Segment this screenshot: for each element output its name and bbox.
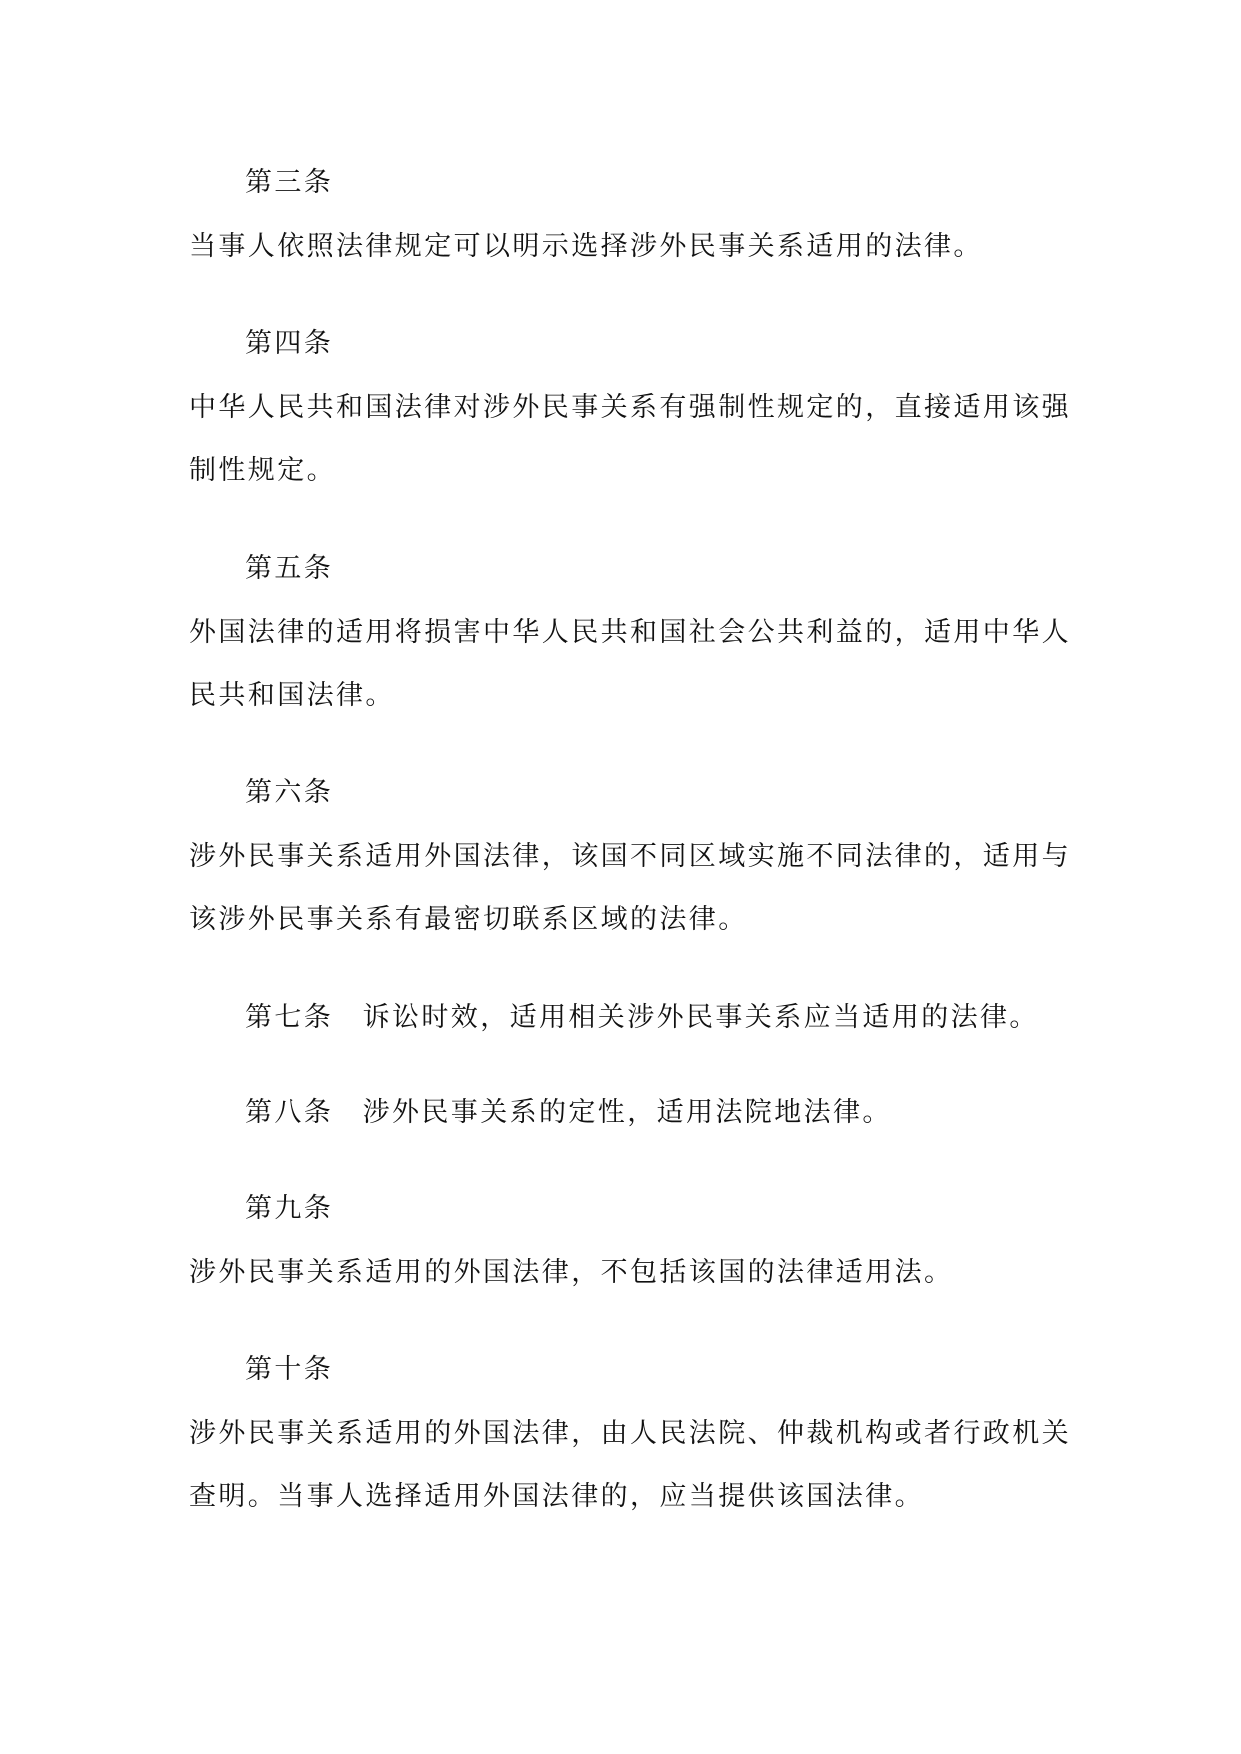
article-heading: 第三条 xyxy=(245,167,334,198)
article-text: 涉外民事关系适用的外国法律，由人民法院、仲裁机构或者行政机关 xyxy=(189,1418,1071,1449)
article-heading: 第九条 xyxy=(245,1193,334,1224)
article-heading: 第六条 xyxy=(245,777,334,808)
article-text: 中华人民共和国法律对涉外民事关系有强制性规定的，直接适用该强 xyxy=(189,392,1071,423)
article-heading: 第七条 诉讼时效，适用相关涉外民事关系应当适用的法律。 xyxy=(245,1002,1039,1033)
article-heading: 第四条 xyxy=(245,328,334,359)
article-heading: 第八条 涉外民事关系的定性，适用法院地法律。 xyxy=(245,1097,892,1128)
article-text: 查明。当事人选择适用外国法律的，应当提供该国法律。 xyxy=(189,1481,924,1512)
article-text: 涉外民事关系适用的外国法律，不包括该国的法律适用法。 xyxy=(189,1257,954,1288)
article-heading: 第十条 xyxy=(245,1354,334,1385)
article-text: 涉外民事关系适用外国法律，该国不同区域实施不同法律的，适用与 xyxy=(189,841,1071,872)
article-text: 民共和国法律。 xyxy=(189,680,395,711)
article-text: 制性规定。 xyxy=(189,455,336,486)
article-heading: 第五条 xyxy=(245,553,334,584)
article-text: 该涉外民事关系有最密切联系区域的法律。 xyxy=(189,904,748,935)
article-text: 当事人依照法律规定可以明示选择涉外民事关系适用的法律。 xyxy=(189,231,983,262)
article-text: 外国法律的适用将损害中华人民共和国社会公共利益的，适用中华人 xyxy=(189,617,1071,648)
